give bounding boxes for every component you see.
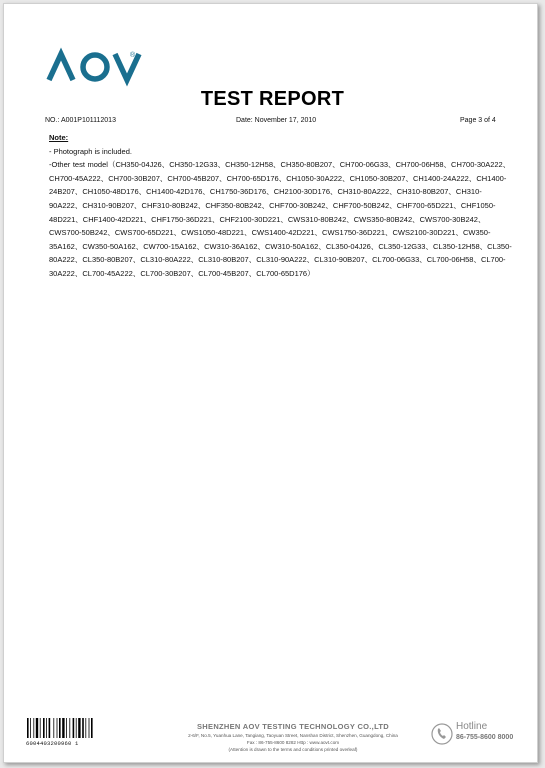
company-name: SHENZHEN AOV TESTING TECHNOLOGY CO.,LTD — [197, 722, 389, 731]
photo-note: - Photograph is included. — [49, 146, 132, 156]
phone-icon — [431, 723, 453, 745]
hotline-label: Hotline — [456, 721, 488, 732]
company-contact: Fax : 86-755-8600 8282 Http : www.aovt.com — [246, 740, 340, 745]
other-models-list: -Other test model（CH350-04J26、CH350-12G33、CH350-12H58、CH350-80B207、CH700-06G33、CH700-06H58、CH700-30A222、CH700-45A222、CH700-30B207、CH700-45B207、CH700-65D176、CH1050-30A222、CH1050-30B207、CH1400-24A222、CH1400-24B207、CH1050-48D176、CH1400-42D176、CH1750-36D176、CH2100-30D176、CH310-80A222、CH310-80B207、CH310-90A222、CH310-90B207、CHF310-80B242、CHF350-80B242、CHF700-30B242、CHF700-50B242、CHF700-65D221、CHF1050-48D221、CHF1400-42D221、CHF1750-36D221、CHF2100-30D221、CWS310-80B242、CWS350-80B242、CWS700-30B242、CWS700-50B242、CWS700-65D221、CWS1050-48D221、CWS1400-42D221、CWS1750-36D221、CWS2100-30D221、CW350-35A162、CW350-50A162、CW700-15A162、CW310-36A162、CW310-50A162、CL350-04J26、CL350-12G33、CL350-12H58、CL350-80A222、CL350-80B207、CL310-80A222、CL310-80B207、CL310-90A222、CL310-90B207、CL700-06G33、CL700-06H58、CL700-30A222、CL700-45A222、CL700-30B207、CL700-45B207、CL700-65D176） — [49, 160, 512, 278]
page-number: Page 3 of 4 — [460, 117, 496, 124]
hotline-number: 86-755-8600 8000 — [456, 734, 514, 741]
report-number: NO.: A001P101112013 — [45, 117, 116, 124]
barcode-icon — [27, 718, 101, 738]
note-section — [49, 131, 514, 281]
registered-mark: ® — [130, 52, 136, 59]
page-title: TEST REPORT — [200, 88, 345, 110]
note-title: Note: — [49, 133, 69, 142]
barcode-number: 6004403200960 1 — [26, 740, 79, 747]
attention-note: (Attention is drawn to the terms and conditions printed overleaf) — [228, 747, 358, 752]
company-address: 2-6/F, No.5, Yuanhua Lane, Tangiang, Taoyuan Street, Nanshan District, Shenzhen, Guangdong, China — [188, 733, 398, 738]
report-date: Date: November 17, 2010 — [236, 117, 317, 124]
page-footer — [0, 718, 545, 763]
